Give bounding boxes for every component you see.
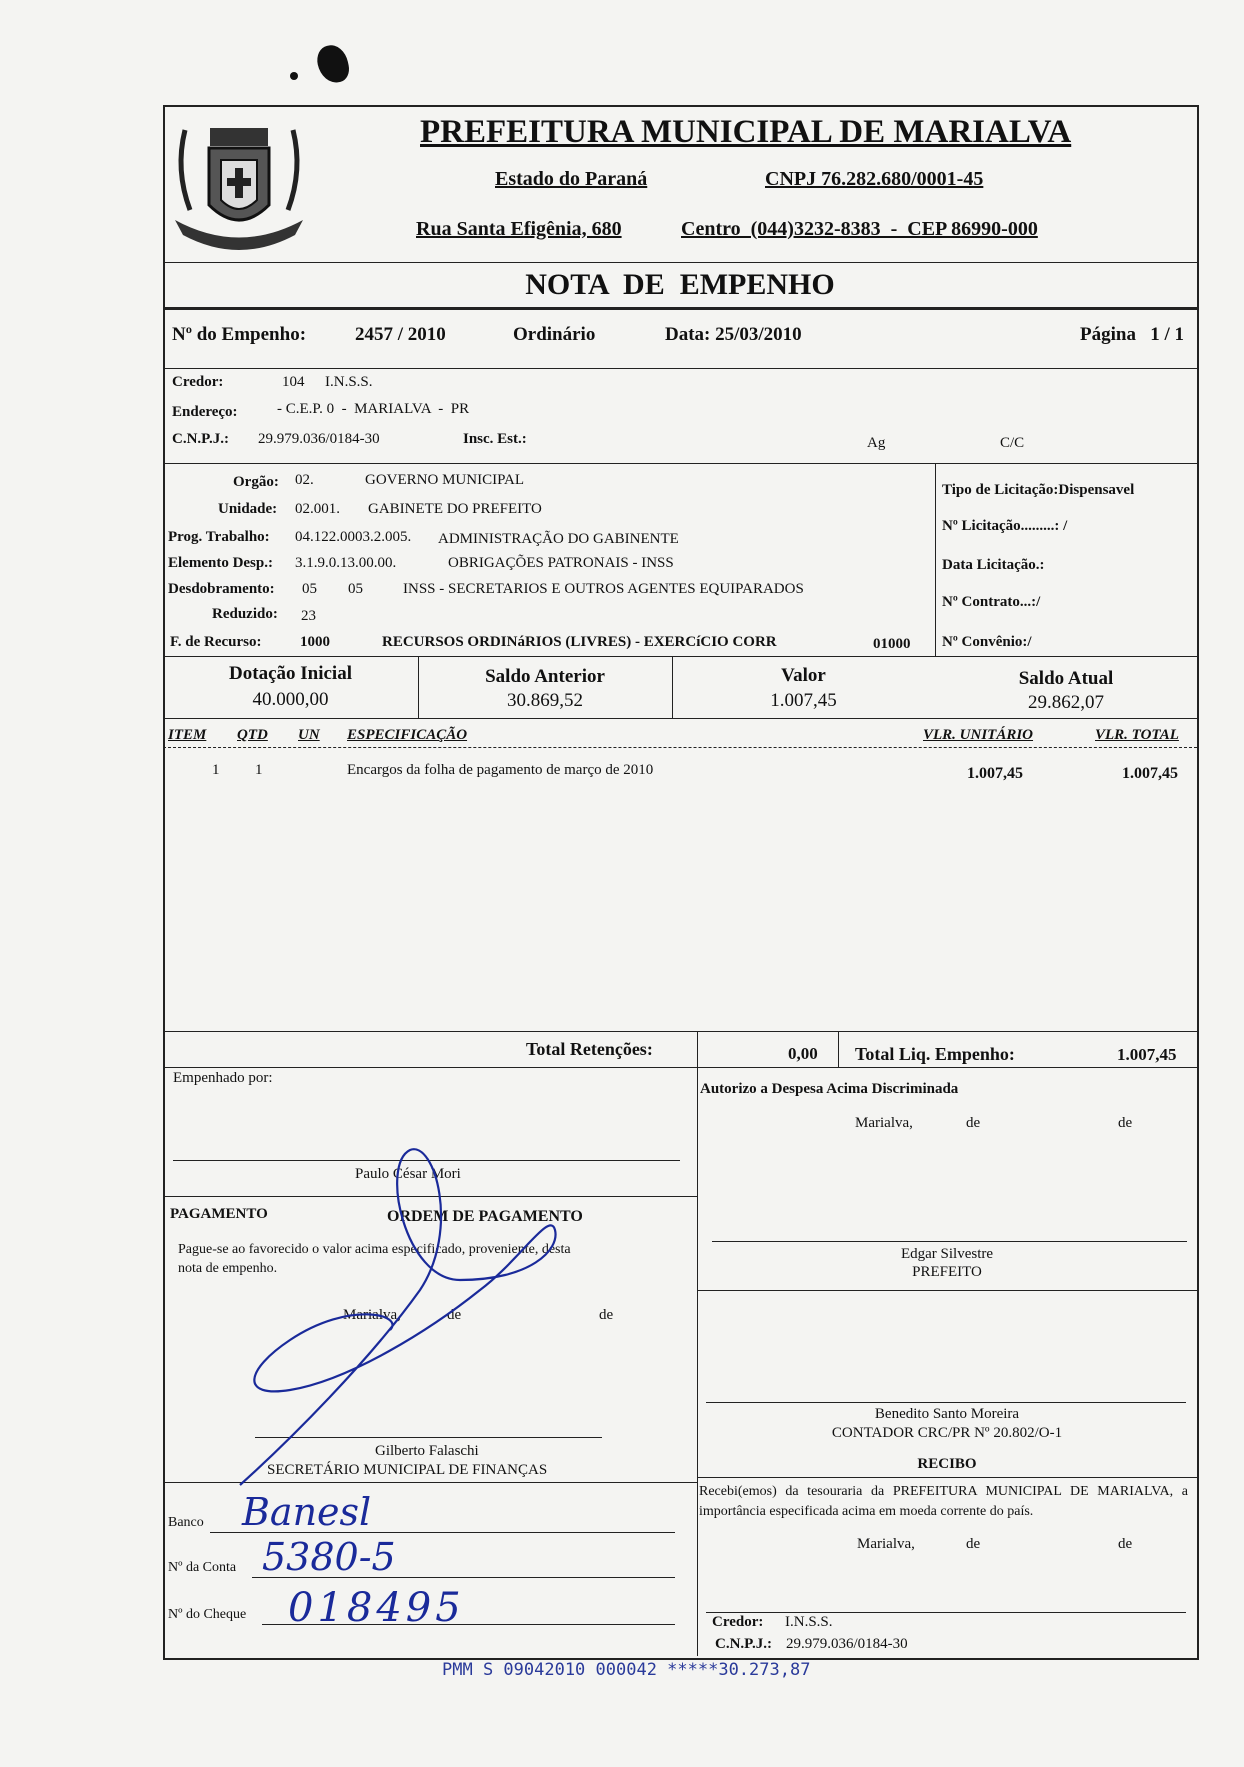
banco-label: Banco (168, 1515, 204, 1530)
endereco-label: Endereço: (172, 404, 238, 420)
right-de-2: de (1118, 1115, 1133, 1131)
orgao-code: 02. (295, 472, 314, 488)
recibo-text: Recebi(emos) da tesouraria da PREFEITURA MUNICIPAL DE MARIALVA, a importância especificada acima em moeda corrente do país. (699, 1484, 1188, 1519)
row-item: 1 (212, 762, 220, 778)
empenho-number-label: Nº do Empenho: (172, 324, 307, 345)
saldo-atual-value: 29.862,07 (1028, 692, 1104, 713)
saldo-anterior-value: 30.869,52 (507, 690, 583, 711)
left-marialva: Marialva, (343, 1307, 401, 1323)
ordem-pagamento-label: ORDEM DE PAGAMENTO (387, 1208, 583, 1225)
punch-dot (290, 72, 298, 80)
state-name: Estado do Paraná (495, 168, 648, 190)
num-convenio: Nº Convênio:/ (942, 634, 1032, 650)
recibo-de-1: de (966, 1536, 981, 1552)
credor-cnpj-label: C.N.P.J.: (172, 431, 229, 447)
prog-label: Prog. Trabalho: (168, 529, 270, 545)
desd-a: 05 (302, 581, 317, 597)
left-de-2: de (599, 1307, 614, 1323)
secretario-cargo: SECRETÁRIO MUNICIPAL DE FINANÇAS (267, 1462, 548, 1478)
total-retencoes-label: Total Retenções: (526, 1039, 653, 1059)
secretario-nome: Gilberto Falaschi (375, 1443, 479, 1459)
saldo-anterior-label: Saldo Anterior (485, 666, 605, 687)
conta-label: Nº da Conta (168, 1560, 237, 1575)
pagamento-label: PAGAMENTO (170, 1206, 268, 1222)
dotacao-inicial-value: 40.000,00 (252, 689, 329, 710)
fonte-num: 01000 (873, 636, 911, 652)
address-rest: Centro (044)3232-8383 - CEP 86990-000 (681, 218, 1038, 240)
recibo-label: RECIBO (917, 1456, 977, 1472)
banco-handwritten: Banesl (242, 1490, 372, 1534)
num-contrato: Nº Contrato...:/ (942, 594, 1041, 610)
unidade-code: 02.001. (295, 501, 340, 517)
valor-label: Valor (781, 665, 826, 686)
total-liq-label: Total Liq. Empenho: (855, 1044, 1015, 1064)
recibo-marialva: Marialva, (857, 1536, 915, 1552)
fonte-name: RECURSOS ORDINáRIOS (LIVRES) - EXERCíCIO CORR (382, 634, 777, 650)
cc-label: C/C (1000, 435, 1025, 451)
fonte-label: F. de Recurso: (170, 634, 262, 650)
empenhado-por: Empenhado por: (173, 1070, 273, 1086)
payment-stamp: PMM S 09042010 000042 *****30.273,87 (442, 1660, 811, 1680)
row-vlr-unitario: 1.007,45 (967, 765, 1023, 782)
right-marialva: Marialva, (855, 1115, 913, 1131)
credor-cnpj: 29.979.036/0184-30 (258, 431, 380, 447)
elemento-code: 3.1.9.0.13.00.00. (295, 555, 397, 571)
signature-scribble (230, 1140, 660, 1490)
row-qtd: 1 (255, 762, 263, 778)
coat-of-arms-logo (165, 110, 313, 260)
col-qtd: QTD (237, 727, 268, 743)
num-licitacao: Nº Licitação.........: / (942, 518, 1068, 534)
left-de-1: de (447, 1307, 462, 1323)
credor-label: Credor: (172, 374, 224, 390)
empenho-number: 2457 / 2010 (355, 324, 446, 345)
recibo-credor: I.N.S.S. (785, 1614, 833, 1630)
total-retencoes-value: 0,00 (788, 1044, 818, 1063)
row-vlr-total: 1.007,45 (1122, 765, 1178, 782)
prefeito-cargo: PREFEITO (912, 1264, 982, 1280)
unidade-name: GABINETE DO PREFEITO (368, 501, 542, 517)
col-item: ITEM (168, 727, 207, 743)
empenho-date: Data: 25/03/2010 (665, 324, 802, 345)
right-de-1: de (966, 1115, 981, 1131)
reduzido-label: Reduzido: (212, 606, 278, 622)
cheque-label: Nº do Cheque (168, 1607, 247, 1622)
contador-cargo: CONTADOR CRC/PR Nº 20.802/O-1 (831, 1425, 1063, 1441)
col-un: UN (298, 727, 320, 743)
empenhado-nome: Paulo César Mori (355, 1166, 461, 1182)
total-liq-value: 1.007,45 (1117, 1045, 1177, 1064)
credor-name: I.N.S.S. (325, 374, 373, 390)
desd-name: INSS - SECRETARIOS E OUTROS AGENTES EQUIPARADOS (403, 581, 804, 597)
contador-nome: Benedito Santo Moreira (874, 1406, 1020, 1422)
municipality-title: PREFEITURA MUNICIPAL DE MARIALVA (420, 114, 1072, 150)
recibo-cnpj: 29.979.036/0184-30 (786, 1636, 908, 1652)
col-vlr-unitario: VLR. UNITÁRIO (923, 727, 1034, 743)
page-number: Página 1 / 1 (1080, 324, 1184, 345)
elemento-label: Elemento Desp.: (168, 555, 273, 571)
tipo-licitacao: Tipo de Licitação:Dispensavel (942, 482, 1135, 498)
saldo-atual-label: Saldo Atual (1018, 668, 1114, 689)
orgao-label: Orgão: (233, 474, 279, 490)
credor-code: 104 (282, 374, 305, 390)
cheque-handwritten: 018495 (288, 1585, 465, 1631)
fonte-code: 1000 (300, 634, 330, 650)
desd-b: 05 (348, 581, 363, 597)
insc-est-label: Insc. Est.: (463, 431, 527, 447)
dotacao-inicial-label: Dotação Inicial (229, 663, 352, 684)
prefeito-nome: Edgar Silvestre (900, 1246, 994, 1262)
recibo-cnpj-label: C.N.P.J.: (715, 1636, 772, 1652)
punch-mark (314, 42, 351, 85)
endereco-value: - C.E.P. 0 - MARIALVA - PR (277, 401, 470, 417)
col-vlr-total: VLR. TOTAL (1095, 727, 1179, 743)
ag-label: Ag (867, 435, 886, 451)
desdobramento-label: Desdobramento: (168, 581, 275, 597)
document-title: NOTA DE EMPENHO (525, 268, 835, 301)
reduzido-value: 23 (301, 608, 316, 624)
prog-name: ADMINISTRAÇÃO DO GABINENTE (438, 531, 679, 547)
autorizo-label: Autorizo a Despesa Acima Discriminada (700, 1081, 959, 1097)
street-address: Rua Santa Efigênia, 680 (416, 218, 622, 240)
col-especificacao: ESPECIFICAÇÃO (347, 727, 468, 743)
conta-handwritten: 5380-5 (262, 1535, 396, 1579)
orgao-name: GOVERNO MUNICIPAL (365, 472, 525, 488)
empenho-type: Ordinário (513, 324, 596, 345)
cnpj-header: CNPJ 76.282.680/0001-45 (765, 168, 984, 190)
prog-code: 04.122.0003.2.005. (295, 529, 412, 545)
valor-value: 1.007,45 (770, 690, 837, 711)
pague-se-text-1: Pague-se ao favorecido o valor acima especificado, proveniente, desta (178, 1242, 571, 1257)
recibo-credor-label: Credor: (712, 1614, 764, 1630)
data-licitacao: Data Licitação.: (942, 557, 1045, 573)
pague-se-text-2: nota de empenho. (178, 1261, 278, 1276)
elemento-name: OBRIGAÇÕES PATRONAIS - INSS (448, 555, 674, 571)
row-especificacao: Encargos da folha de pagamento de março de 2010 (347, 762, 654, 778)
unidade-label: Unidade: (218, 501, 278, 517)
recibo-de-2: de (1118, 1536, 1133, 1552)
